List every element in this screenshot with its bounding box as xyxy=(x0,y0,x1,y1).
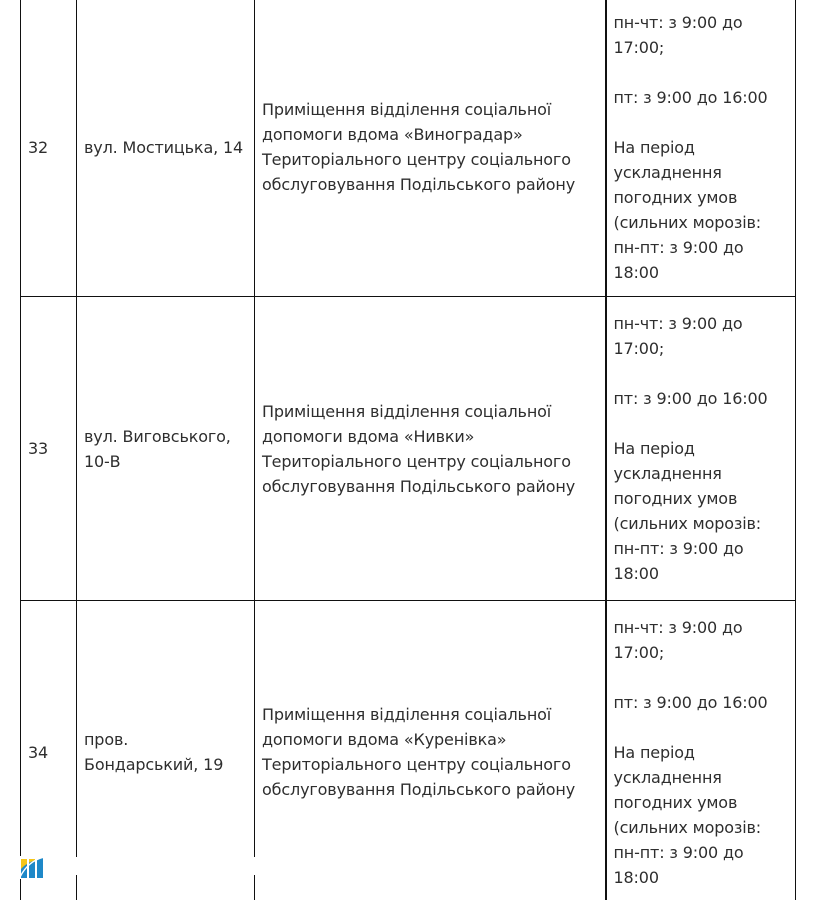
hours-fri: пт: з 9:00 до 16:00 xyxy=(613,389,768,408)
place-cell: Приміщення відділення соціальної допомоги вдома «Нивки» Територіального центру соціального обслуговування Подільського району xyxy=(255,297,606,601)
hours-fri: пт: з 9:00 до 16:00 xyxy=(613,87,768,107)
address-cell: вул. Виговського, 10-В xyxy=(77,297,255,601)
address-cell: вул. Мостицька, 14 xyxy=(77,0,255,297)
place-cell: Приміщення відділення соціальної допомоги вдома «Виноградар» Територіального центру соціального обслуговування Подільського району xyxy=(255,0,606,297)
hours-mon-thu: пн-чт: з 9:00 до 17:00; xyxy=(613,314,743,358)
row-number: 33 xyxy=(21,297,77,601)
bar-chart-logo-icon xyxy=(20,855,44,879)
address-cell: пров. Бондарський, 19 xyxy=(77,601,255,900)
watermark-mask xyxy=(70,857,256,875)
hours-cell xyxy=(606,0,796,297)
hours-cell xyxy=(606,601,796,900)
row-number: 32 xyxy=(21,0,77,297)
place-cell: Приміщення відділення соціальної допомоги вдома «Куренівка» Територіального центру соціального обслуговування Подільського району xyxy=(255,601,606,900)
table-row xyxy=(21,0,796,297)
hours-mon-thu: пн-чт: з 9:00 до 17:00; xyxy=(613,617,743,662)
hours-mon-thu: пн-чт: з 9:00 до 17:00; xyxy=(613,12,743,57)
hours-frost: На період ускладнення погодних умов (сильних морозів: пн-пт: з 9:00 до 18:00 xyxy=(613,439,762,583)
table-row xyxy=(21,297,796,601)
hours-frost: На період ускладнення погодних умов (сильних морозів: пн-пт: з 9:00 до 18:00 xyxy=(613,137,762,282)
row-number: 34 xyxy=(21,601,77,900)
table-row xyxy=(21,601,796,900)
hours-cell xyxy=(606,297,796,601)
heating-points-table xyxy=(20,0,796,900)
hours-frost: На період ускладнення погодних умов (сильних морозів: пн-пт: з 9:00 до 18:00 xyxy=(613,742,762,887)
hours-fri: пт: з 9:00 до 16:00 xyxy=(613,692,768,712)
